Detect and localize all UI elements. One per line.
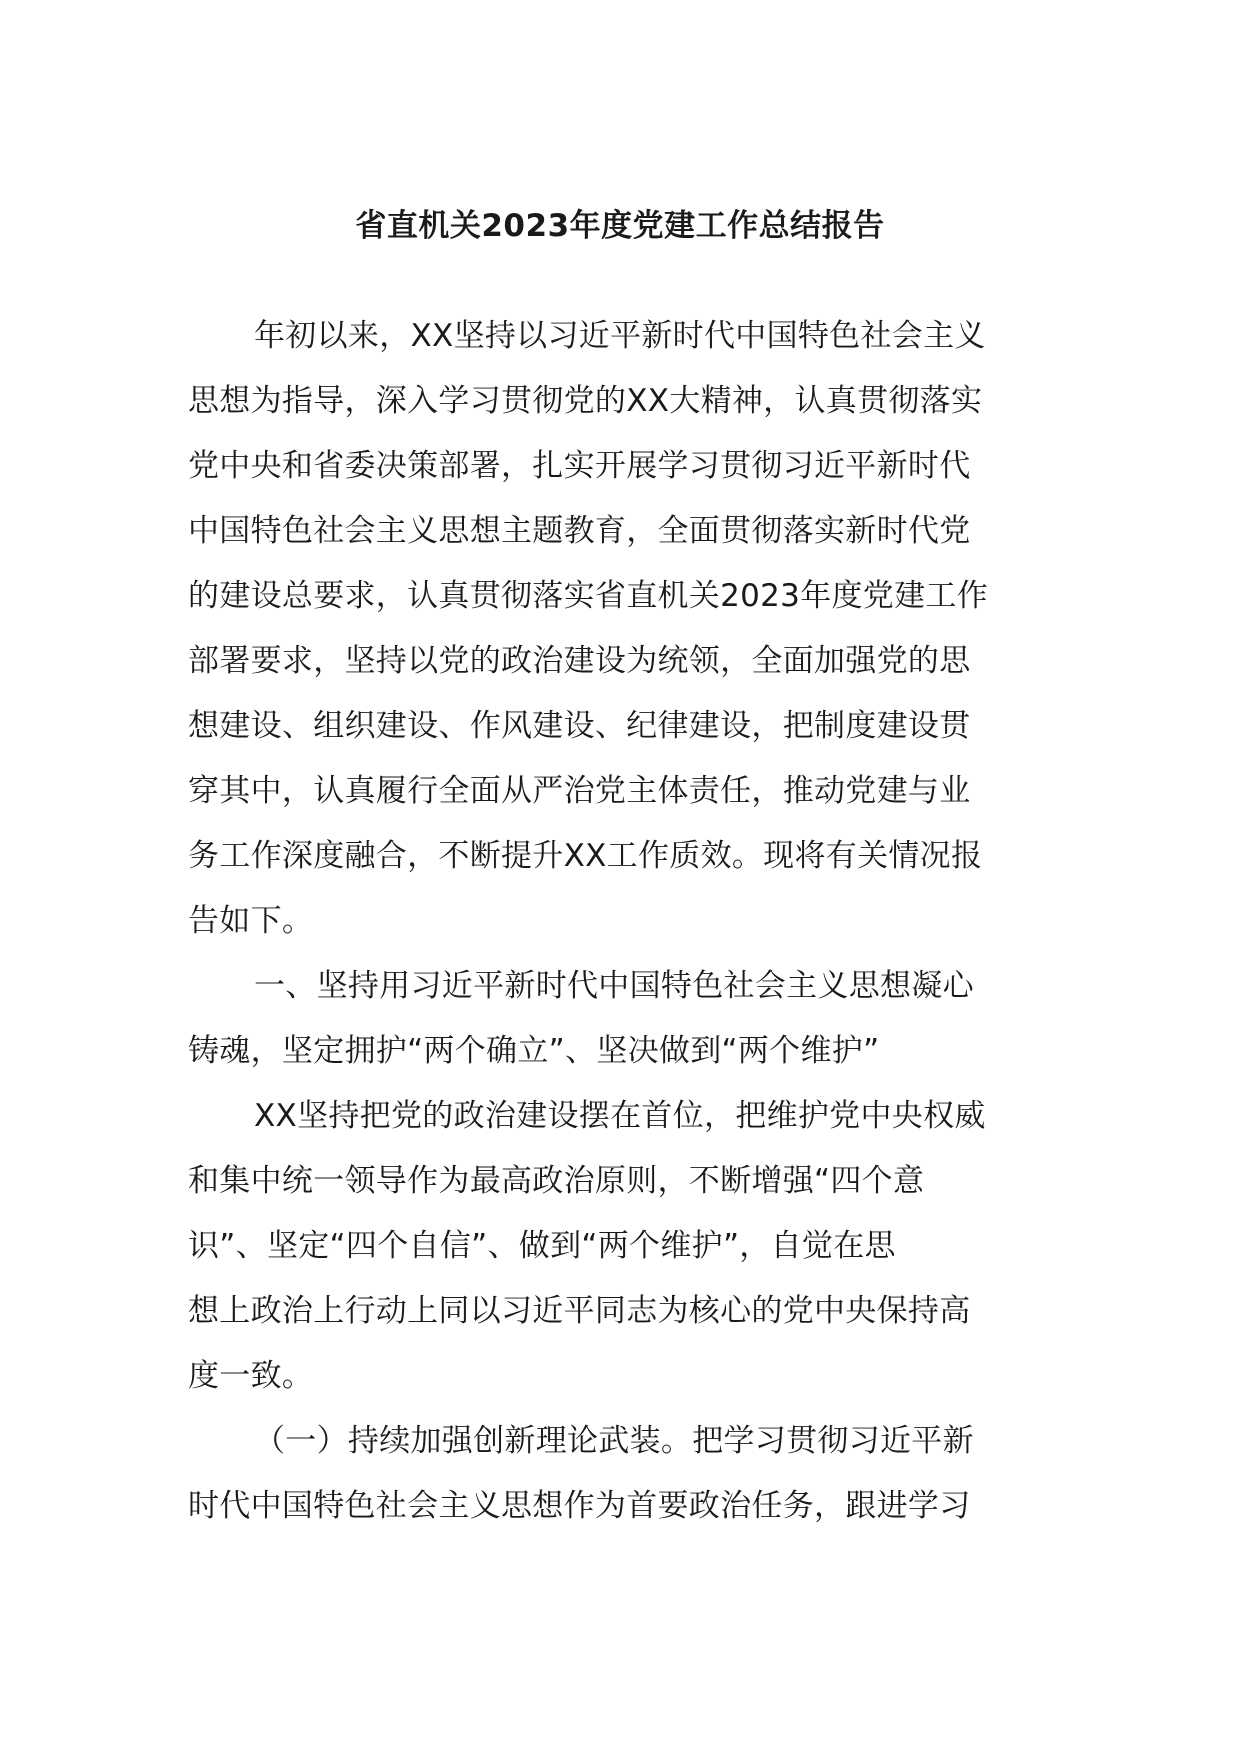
document-title: 省直机关2023年度党建工作总结报告 [355, 208, 885, 244]
paragraph-line: 识”、坚定“四个自信”、做到“两个维护”，自觉在思 [188, 1228, 896, 1264]
document-body [188, 304, 1068, 1539]
paragraph-line: 时代中国特色社会主义思想作为首要政治任务，跟进学习 [188, 1488, 971, 1524]
paragraph-line: 党中央和省委决策部署，扎实开展学习贯彻习近平新时代 [188, 448, 971, 484]
paragraph-line: 和集中统一领导作为最高政治原则，不断增强“四个意 [188, 1163, 925, 1199]
section-heading-line: 一、坚持用习近平新时代中国特色社会主义思想凝心 [254, 968, 974, 1004]
paragraph-line: 的建设总要求，认真贯彻落实省直机关2023年度党建工作 [188, 578, 988, 614]
paragraph-line: XX坚持把党的政治建设摆在首位，把维护党中央权威 [254, 1098, 986, 1134]
paragraph-line: 告如下。 [188, 903, 314, 939]
paragraph-line: 穿其中，认真履行全面从严治党主体责任，推动党建与业 [188, 773, 971, 809]
paragraph-line: 想建设、组织建设、作风建设、纪律建设，把制度建设贯 [188, 708, 971, 744]
section-heading-line: 铸魂，坚定拥护“两个确立”、坚决做到“两个维护” [188, 1033, 880, 1069]
paragraph-line: 度一致。 [188, 1358, 314, 1394]
subsection-line: （一）持续加强创新理论武装。把学习贯彻习近平新 [254, 1423, 974, 1459]
paragraph-line: 部署要求，坚持以党的政治建设为统领，全面加强党的思 [188, 643, 971, 679]
paragraph-line: 思想为指导，深入学习贯彻党的XX大精神，认真贯彻落实 [188, 383, 983, 419]
paragraph-line: 年初以来，XX坚持以习近平新时代中国特色社会主义 [254, 318, 986, 354]
paragraph-line: 中国特色社会主义思想主题教育，全面贯彻落实新时代党 [188, 513, 971, 549]
paragraph-line: 想上政治上行动上同以习近平同志为核心的党中央保持高 [188, 1293, 971, 1329]
paragraph-line: 务工作深度融合，不断提升XX工作质效。现将有关情况报 [188, 838, 983, 874]
